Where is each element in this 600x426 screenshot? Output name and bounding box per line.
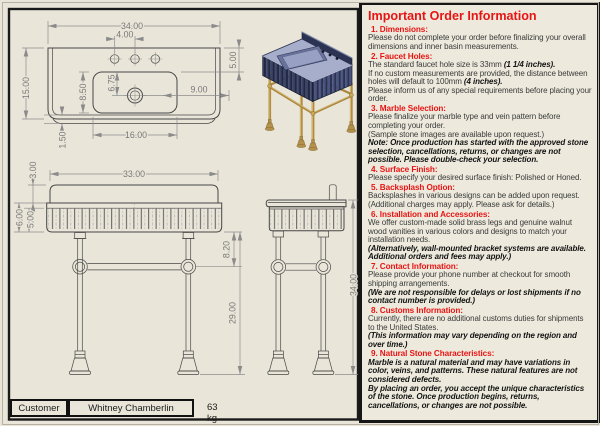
dim-front-width: 33.00 (122, 169, 146, 179)
top-view (21, 21, 244, 149)
customer-label-cell: Customer (10, 399, 68, 417)
paragraph-segment: (1 1/4 inches). (503, 60, 556, 69)
paragraph-segment: If no custom measurements are provided, the distance between holes will default to 100mm (368, 68, 588, 87)
section-paragraph (368, 385, 592, 411)
paragraph-segment: The standard faucet hole size is 33mm (368, 60, 504, 69)
paragraph-segment: (We are not responsible for delays or lost shipments if no contact number is provided.) (368, 287, 581, 306)
section-paragraph (368, 315, 592, 332)
dim-overall-depth: 15.00 (21, 76, 31, 100)
section-heading: 1. Dimensions: (371, 25, 428, 34)
paragraph-segment: Note: Once production has started with the approved stone selection, cancellations, returns, or changes are not possible. Please double-check your selection. (368, 138, 589, 165)
section-paragraph (368, 34, 592, 51)
paragraph-segment: Please finalize your marble type and vein pattern before completing your order. (368, 112, 561, 130)
section-heading: 4. Surface Finish: (371, 164, 438, 174)
front-view (14, 161, 245, 374)
paragraph-segment: Marble is a natural material and may have variations in color, veins, and patterns. These natural features are not considered defects. (368, 357, 578, 385)
order-info-panel (359, 2, 600, 423)
paragraph-segment: We offer custom-made solid brass legs and genuine walnut wood vanities in various colors and designs to match your installation needs. (368, 217, 572, 245)
section-heading: 6. Installation and Accessories: (371, 209, 490, 219)
section-paragraph (368, 271, 592, 288)
section-paragraph (368, 219, 592, 245)
panel-title: Important Order Information (368, 9, 537, 23)
dim-counter-thickness: 3.00 (28, 161, 38, 179)
section-paragraph (368, 113, 592, 130)
section-paragraph (368, 289, 592, 306)
dim-total-height: 34.00 (348, 273, 359, 297)
paragraph-segment: (Additional charges may apply. Please ask for details.) (368, 199, 555, 209)
section-heading: 8. Customs Information: (371, 305, 463, 315)
section-paragraph (368, 87, 592, 104)
paragraph-segment: Currently, there are no additional customs duties for shipments to the United States. (368, 314, 584, 332)
panel-sections (368, 25, 592, 410)
paragraph-segment: Backsplashes in various designs can be added upon request. (368, 191, 580, 201)
faucet-holes (108, 52, 163, 66)
section-paragraph (368, 139, 592, 165)
paragraph-segment: Please do not complete your order before finalizing your overall dimensions and inner basin measurements. (368, 33, 586, 51)
dim-basin-width: 16.00 (124, 130, 148, 140)
dim-basin-depth: 8.50 (78, 83, 88, 101)
paragraph-segment: (Alternatively, wall-mounted bracket systems are available. Additional orders and fees may apply.) (368, 243, 586, 262)
dim-drain-offset: 6.75 (106, 74, 117, 92)
section-paragraph (368, 70, 592, 87)
section-heading: 2. Faucet Holes: (371, 51, 433, 61)
section-paragraph (368, 201, 592, 210)
section-paragraph (368, 359, 592, 385)
sink-3d-render (263, 32, 356, 151)
weight-value: 63 kg (207, 402, 218, 424)
paragraph-segment: (4 inches). (463, 77, 503, 87)
section-heading: 3. Marble Selection: (371, 103, 446, 113)
dim-drain-to-right: 9.00 (190, 84, 208, 95)
section-paragraph (368, 174, 592, 183)
dim-hole-spacing: 4.00 (116, 29, 134, 40)
paragraph-segment: Please specify your desired surface finish: Polished or Honed. (368, 173, 582, 183)
section-heading: 5. Backsplash Option: (371, 182, 455, 192)
drain (124, 85, 146, 107)
customer-name-cell: Whitney Chamberlin (68, 399, 194, 417)
paragraph-segment: (This information may vary depending on the region and over time.) (368, 331, 577, 349)
section-heading: 7. Contact Information: (371, 261, 459, 271)
paragraph-segment: Please provide your phone number at checkout for smooth shipping arrangements. (368, 270, 571, 288)
dim-flute-height: 5.00 (25, 210, 36, 229)
dim-overall-width: 34.00 (120, 21, 144, 31)
dim-apron-to-crossbar: 8.20 (221, 240, 232, 259)
side-view (266, 185, 358, 375)
dim-back-offset: 5.00 (228, 51, 238, 69)
paragraph-segment: By placing an order, you accept the unique characteristics of the stone. Once production begins, returns, cancellations, or changes are not possible. (368, 383, 585, 410)
dim-leg-height: 29.00 (227, 301, 238, 325)
dim-apron-height: 6.00 (14, 208, 25, 227)
dim-front-lip: 1.50 (57, 131, 68, 149)
section-paragraph (368, 332, 592, 349)
paragraph-segment: (Sample stone images are available upon request.) (368, 129, 545, 139)
section-paragraph (368, 245, 592, 262)
paragraph-segment: Please inform us of any special requirements before placing your order. (368, 85, 592, 104)
section-heading: 9. Natural Stone Characteristics: (371, 349, 495, 359)
